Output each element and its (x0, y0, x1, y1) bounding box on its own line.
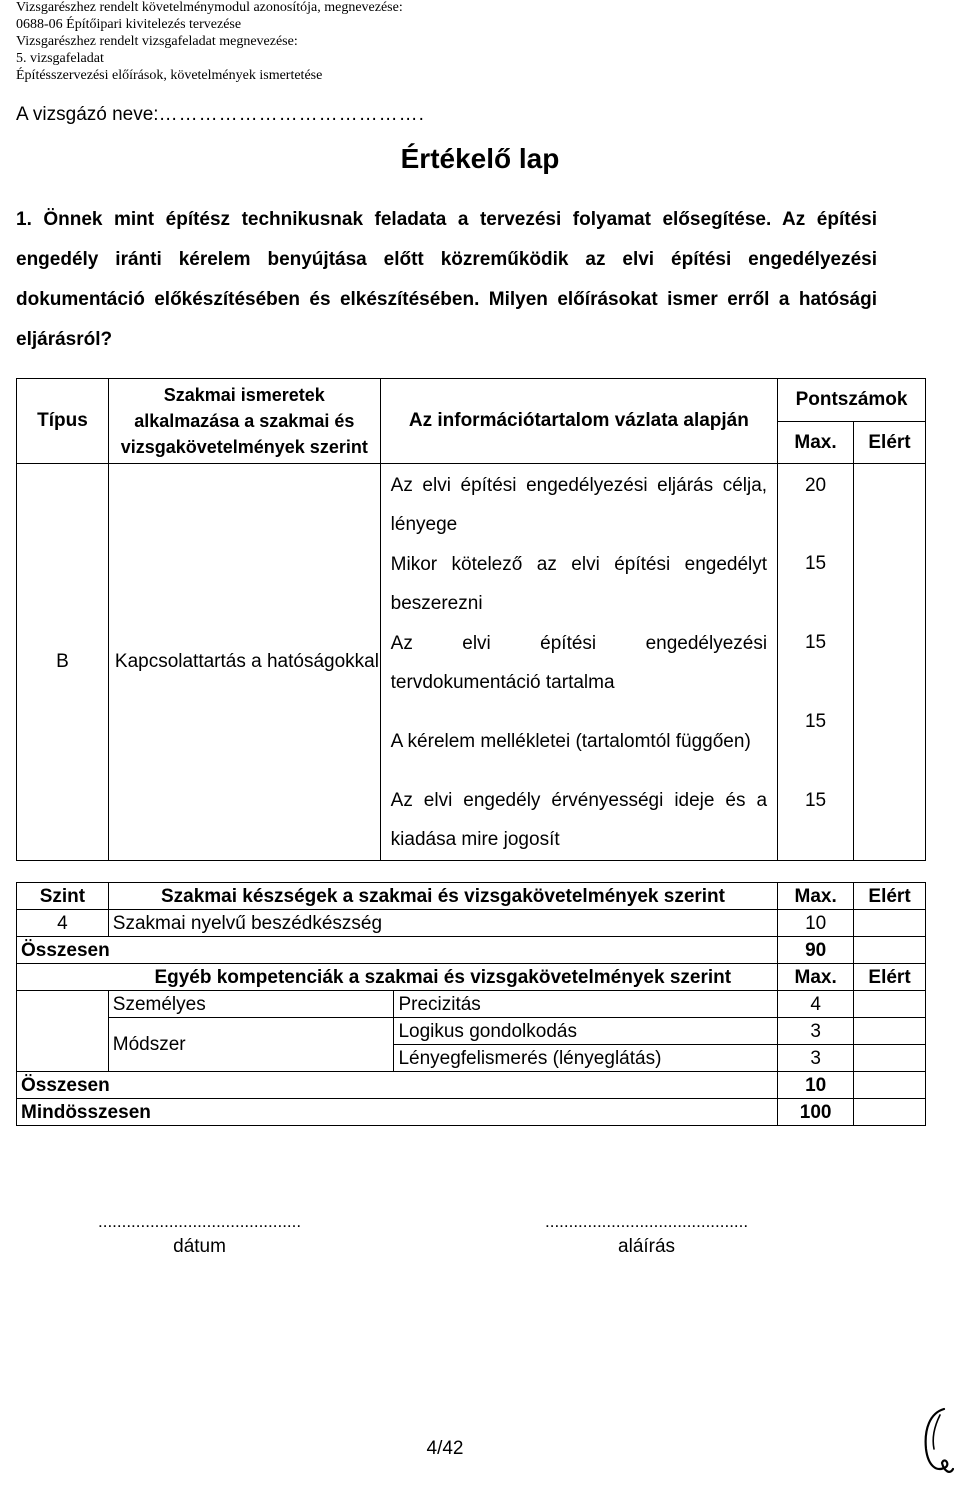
header-max: Max. (778, 422, 854, 464)
criterion-text: Mikor kötelező az elvi építési engedélyt beszerezni (380, 544, 777, 623)
skill-achieved-field[interactable] (854, 910, 926, 937)
header-type: Típus (17, 379, 109, 464)
competence-item: Logikus gondolkodás (394, 1018, 778, 1045)
total-max: 100 (778, 1099, 854, 1126)
date-field[interactable]: ........................................... (98, 1212, 302, 1231)
criterion-max: 15 (778, 544, 854, 623)
subtotal-max: 90 (778, 937, 854, 964)
criterion-max: 15 (778, 623, 854, 702)
competence-item: Lényegfelismerés (lényeglátás) (394, 1045, 778, 1072)
skill-max: 10 (778, 910, 854, 937)
header-points: Pontszámok (778, 379, 926, 422)
assessment-table (16, 378, 926, 861)
criterion-text: Az elvi építési engedélyezési tervdokumentáció tartalma (380, 623, 777, 702)
criterion-text: Az elvi építési engedélyezési eljárás célja, lényege (380, 464, 777, 545)
competence-group: Módszer (108, 1018, 394, 1072)
knowledge-value: Kapcsolattartás a hatóságokkal (108, 464, 380, 861)
header-content: Az információtartalom vázlata alapján (380, 379, 777, 464)
date-label: dátum (173, 1236, 226, 1257)
skill-level: 4 (17, 910, 109, 937)
criterion-max: 15 (778, 781, 854, 860)
header-line: Vizsgarészhez rendelt vizsgafeladat megnevezése: (16, 34, 298, 49)
criterion-text: A kérelem mellékletei (tartalomtól függően) (380, 702, 777, 781)
skill-name: Szakmai nyelvű beszédkészség (108, 910, 777, 937)
criterion-max: 20 (778, 464, 854, 545)
competence-max-header: Max. (778, 964, 854, 991)
handwritten-initial-icon (920, 1405, 954, 1477)
skills-achieved-header: Elért (854, 883, 926, 910)
competence-achieved-header: Elért (854, 964, 926, 991)
examinee-name-field[interactable]: …………………………………. (158, 104, 425, 125)
examinee-name-line (16, 104, 425, 126)
signature-label: aláírás (618, 1236, 676, 1257)
competence-achieved-field[interactable] (854, 1018, 926, 1045)
date-block (98, 1212, 301, 1258)
criterion-max: 15 (778, 702, 854, 781)
criterion-text: Az elvi engedély érvényességi ideje és a kiadása mire jogosít (380, 781, 777, 860)
subtotal-max: 10 (778, 1072, 854, 1099)
signature-block (545, 1212, 748, 1258)
page-title: Értékelő lap (400, 143, 560, 174)
subtotal-label: Összesen (17, 1072, 778, 1099)
examinee-label: A vizsgázó neve: (16, 104, 159, 125)
header-line: 5. vizsgafeladat (16, 51, 104, 66)
subtotal-achieved-field[interactable] (854, 937, 926, 964)
competence-max: 4 (778, 991, 854, 1018)
header-line: 0688-06 Építőipari kivitelezés tervezése (16, 17, 242, 32)
competence-max: 3 (778, 1045, 854, 1072)
header-line: Építésszervezési előírások, követelmények ismertetése (16, 68, 323, 83)
page-number: 4/42 (426, 1438, 464, 1459)
signature-field[interactable]: ........................................... (545, 1212, 749, 1231)
achieved-field[interactable] (854, 464, 926, 861)
competence-header: Egyéb kompetenciák a szakmai és vizsgakövetelmények szerint (108, 964, 777, 991)
skills-header: Szakmai készségek a szakmai és vizsgakövetelmények szerint (108, 883, 777, 910)
competence-max: 3 (778, 1018, 854, 1045)
task-description: 1. Önnek mint építész technikusnak feladata a tervezési folyamat elősegítése. Az építési engedély iránti kérelem benyújtása előtt közreműködik az elvi építési engedélyezési dokumentáció előkészítésében és elkészítésében. Milyen előírásokat ismer erről a hatósági eljárásról? (16, 209, 877, 350)
summary-table (16, 882, 926, 1126)
total-achieved-field[interactable] (854, 1099, 926, 1126)
competence-group: Személyes (108, 991, 394, 1018)
competence-item: Precizitás (394, 991, 778, 1018)
skills-max-header: Max. (778, 883, 854, 910)
total-label: Mindösszesen (17, 1099, 778, 1126)
header-achieved: Elért (854, 422, 926, 464)
type-value: B (17, 464, 109, 861)
document-header (16, 0, 403, 84)
skills-level-header: Szint (17, 883, 109, 910)
subtotal-label: Összesen (17, 937, 778, 964)
competence-achieved-field[interactable] (854, 991, 926, 1018)
competence-achieved-field[interactable] (854, 1045, 926, 1072)
header-knowledge: Szakmai ismeretek alkalmazása a szakmai és vizsgakövetelmények szerint (108, 379, 380, 464)
subtotal-achieved-field[interactable] (854, 1072, 926, 1099)
header-line: Vizsgarészhez rendelt követelménymodul azonosítója, megnevezése: (16, 0, 403, 15)
